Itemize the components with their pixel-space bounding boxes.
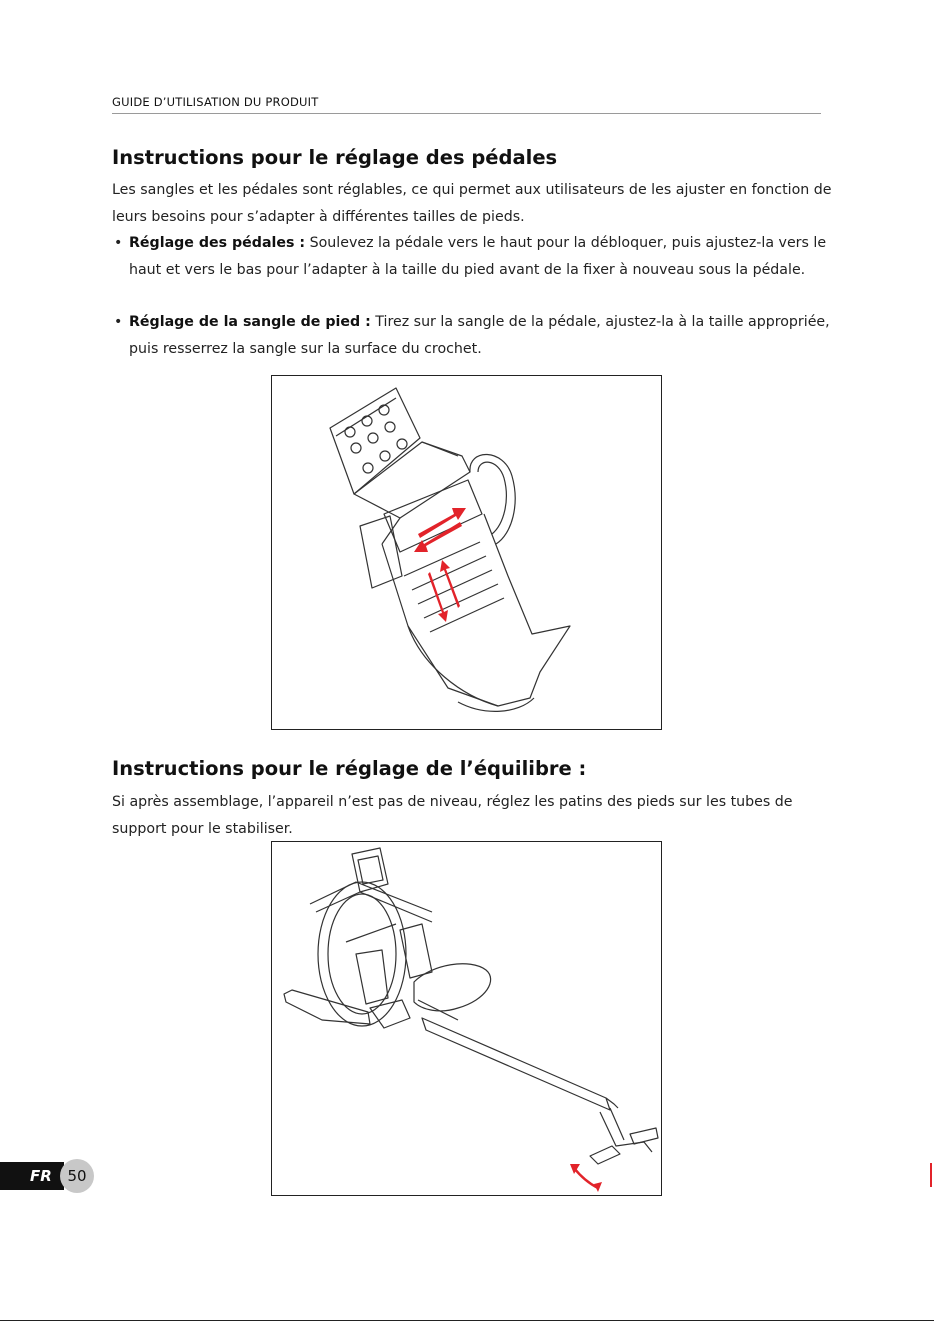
bullet-label: Réglage des pédales : bbox=[129, 235, 306, 251]
bullet-pedal-adjustment bbox=[112, 230, 834, 283]
bullet-text: Soulevez la pédale vers le haut pour la débloquer, puis ajustez-la vers le haut et vers le bas pour l’adapter à la taille du pied avant de la fixer à nouveau sous la pédale. bbox=[129, 235, 827, 278]
bullet-dot: • bbox=[114, 235, 123, 251]
page-number: 50 bbox=[60, 1159, 94, 1193]
section-title-balance: Instructions pour le réglage de l’équilibre : bbox=[112, 757, 587, 780]
bullet-text: Tirez sur la sangle de la pédale, ajustez-la à la taille appropriée, puis resserrez la sangle sur la surface du crochet. bbox=[129, 314, 830, 357]
pedals-intro-paragraph: Les sangles et les pédales sont réglables, ce qui permet aux utilisateurs de les ajuster en fonction de leurs besoins pour s’adapter à différentes tailles de pieds. bbox=[112, 182, 832, 225]
bullet-dot: • bbox=[114, 314, 123, 330]
balance-paragraph: Si après assemblage, l’appareil n’est pas de niveau, réglez les patins des pieds sur les tubes de support pour le stabiliser. bbox=[112, 794, 793, 837]
language-tab: FR bbox=[0, 1162, 64, 1190]
document-header: GUIDE D’UTILISATION DU PRODUIT bbox=[112, 95, 319, 109]
rowing-machine-drawing bbox=[272, 842, 661, 1195]
pedal-drawing bbox=[272, 376, 661, 729]
pedal-illustration-figure bbox=[271, 375, 662, 730]
bullet-strap-adjustment bbox=[112, 309, 834, 362]
header-divider bbox=[112, 113, 821, 114]
bullet-label: Réglage de la sangle de pied : bbox=[129, 314, 371, 330]
rowing-machine-figure bbox=[271, 841, 662, 1196]
section-title-pedals: Instructions pour le réglage des pédales bbox=[112, 146, 558, 169]
edge-marker bbox=[930, 1163, 932, 1187]
bottom-rule bbox=[0, 1320, 934, 1321]
